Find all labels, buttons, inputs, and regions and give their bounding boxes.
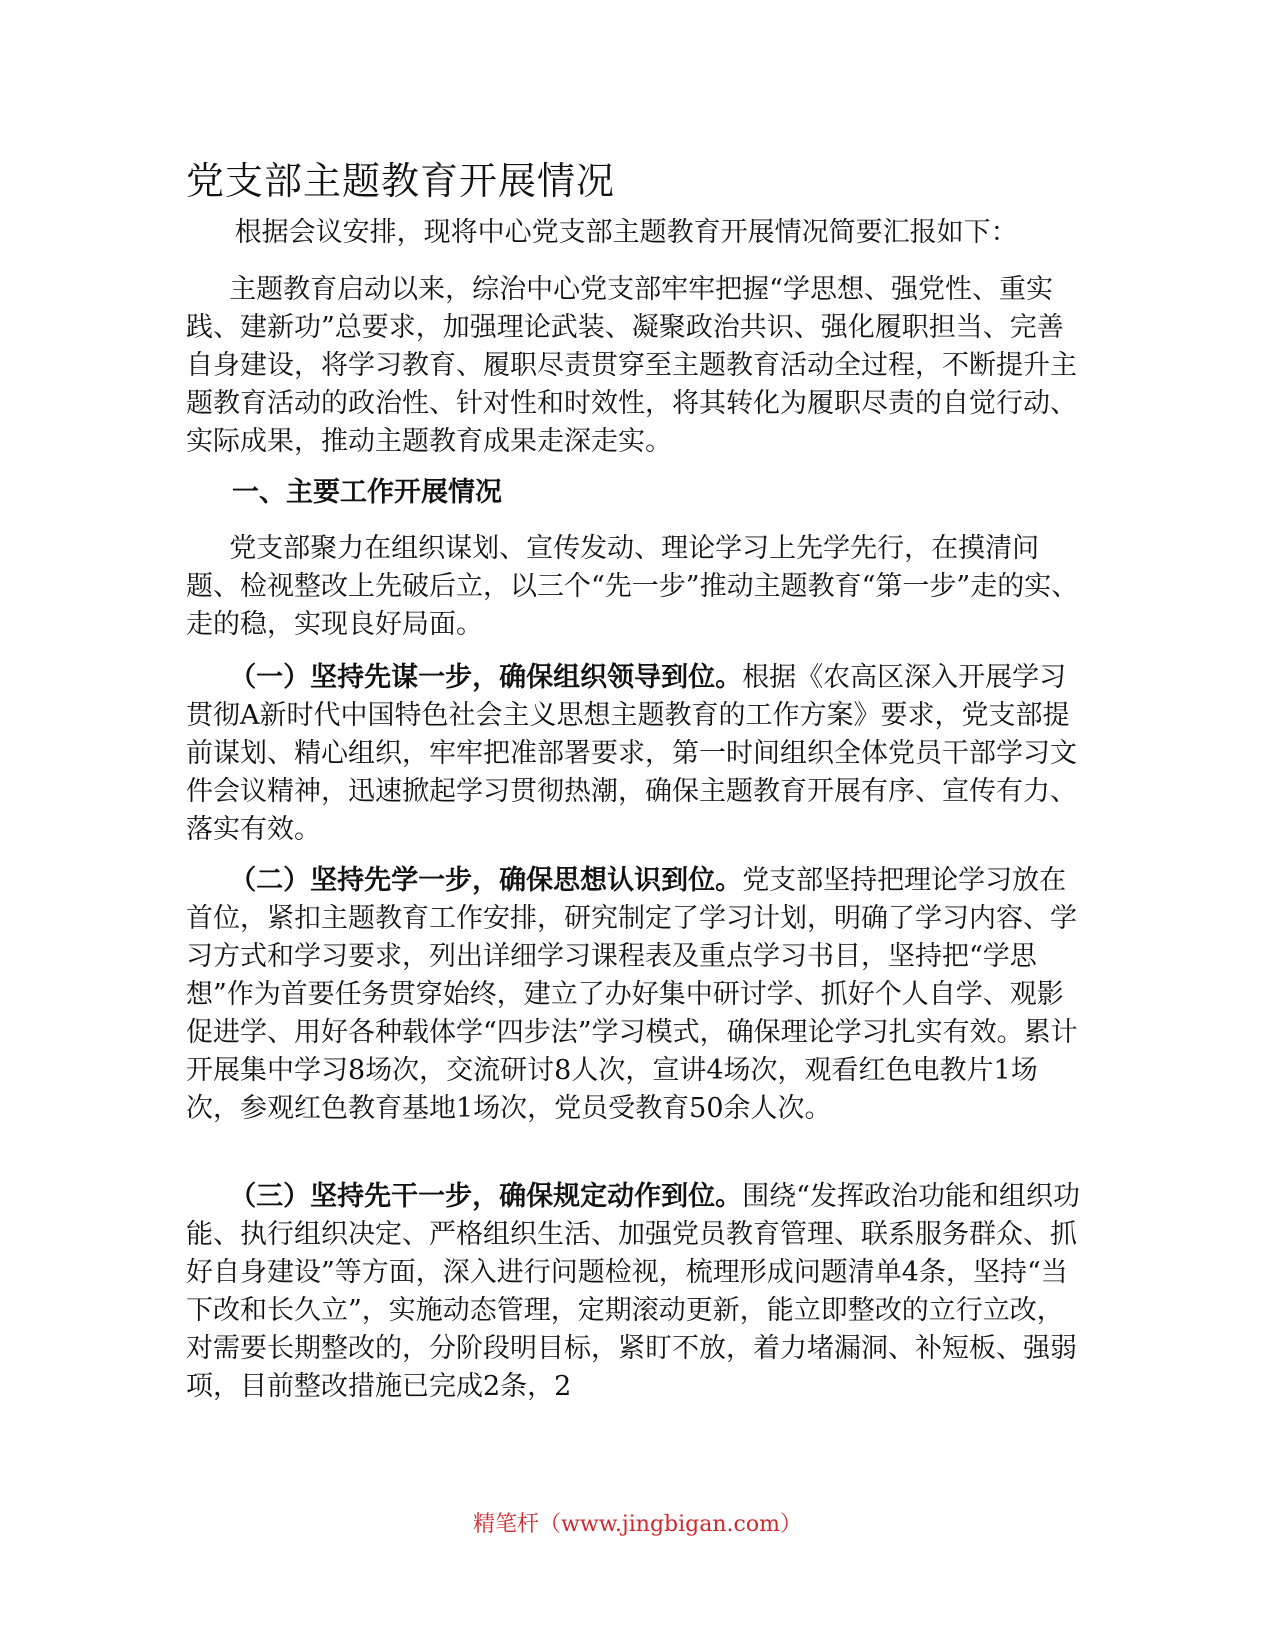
section-paragraph-main-work: 党支部聚力在组织谋划、宣传发动、理论学习上先学先行，在摸清问题、检视整改上先破后立，以三个“先一步”推动主题教育“第一步”走的实、走的稳，实现良好局面。 [186, 533, 1079, 640]
document-title: 党支部主题教育开展情况 [186, 159, 616, 203]
item-text-actions: 围绕“发挥政治功能和组织功能、执行组织决定、严格组织生活、加强党员教育管理、联系服务群众、抓好自身建设”等方面，深入进行问题检视，梳理形成问题清单4条，坚持“当下改和长久立”，实施动态管理，定期滚动更新，能立即整改的立行立改，对需要长期整改的，分阶段明目标，紧盯不放，着力堵漏洞、补短板、强弱项，目前整改措施已完成2条，2 [186, 1181, 1080, 1402]
item-paragraph-organization [186, 659, 1086, 849]
item-text-organization: 根据《农高区深入开展学习贯彻A新时代中国特色社会主义思想主题教育的工作方案》要求，党支部提前谋划、精心组织，牢牢把准部署要求，第一时间组织全体党员干部学习文件会议精神，迅速掀起学习贯彻热潮，确保主题教育开展有序、宣传有力、落实有效。 [186, 662, 1077, 845]
intro-paragraph: 根据会议安排，现将中心党支部主题教育开展情况简要汇报如下： [234, 217, 1018, 248]
item-paragraph-thinking [186, 862, 1086, 1128]
section-heading-main-work: 一、主要工作开展情况 [232, 477, 502, 508]
item-lead-thinking: （二）坚持先学一步，确保思想认识到位。 [229, 865, 743, 896]
footer-watermark-text: 精笔杆（www.jingbigan.com） [473, 1512, 802, 1537]
item-paragraph-actions [186, 1178, 1086, 1406]
item-lead-actions: （三）坚持先干一步，确保规定动作到位。 [229, 1181, 743, 1212]
item-text-thinking: 党支部坚持把理论学习放在首位，紧扣主题教育工作安排，研究制定了学习计划，明确了学习内容、学习方式和学习要求，列出详细学习课程表及重点学习书目，坚持把“学思想”作为首要任务贯穿始终，建立了办好集中研讨学、抓好个人自学、观影促进学、用好各种载体学“四步法”学习模式，确保理论学习扎实有效。累计开展集中学习8场次，交流研讨8人次，宣讲4场次，观看红色电教片1场次，参观红色教育基地1场次，党员受教育50余人次。 [186, 865, 1078, 1124]
overview-paragraph: 主题教育启动以来，综治中心党支部牢牢把握“学思想、强党性、重实践、建新功”总要求，加强理论武装、凝聚政治共识、强化履职担当、完善自身建设，将学习教育、履职尽责贯穿至主题教育活动全过程，不断提升主题教育活动的政治性、针对性和时效性，将其转化为履职尽责的自觉行动、实际成果，推动主题教育成果走深走实。 [186, 274, 1077, 457]
item-lead-organization: （一）坚持先谋一步，确保组织领导到位。 [229, 662, 743, 693]
